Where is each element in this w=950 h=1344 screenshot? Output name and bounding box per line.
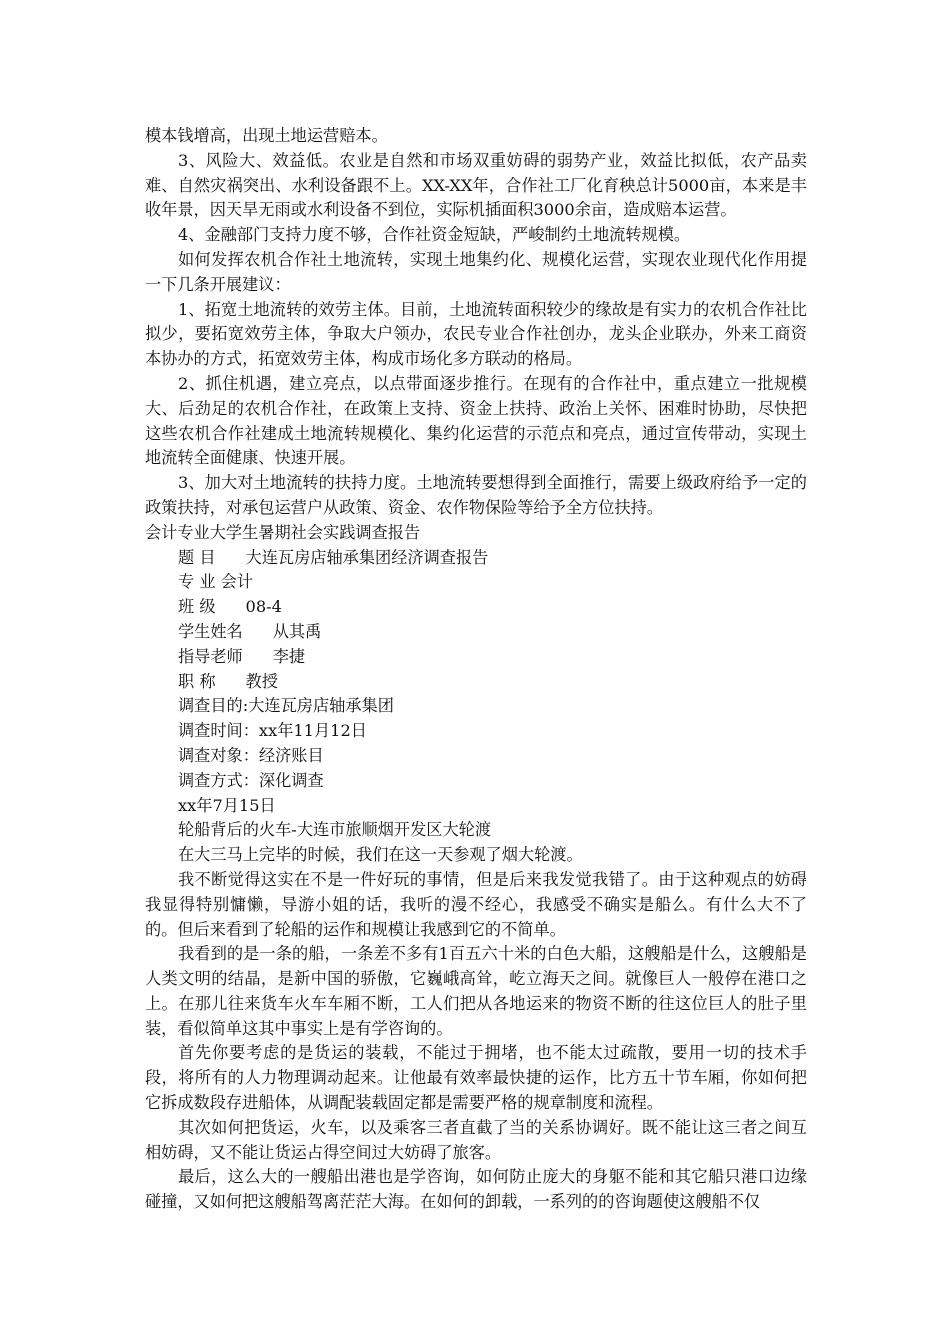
paragraph: 1、拓宽土地流转的效劳主体。目前，土地流转面积较少的缘故是有实力的农机合作社比拟少，要拓宽效劳主体，争取大户领办，农民专业合作社创办，龙头企业联办，外来工商资本协办的方式，拓宽效劳主体，构成市场化多方联动的格局。	[145, 299, 807, 369]
field-advisor	[145, 645, 807, 670]
field-value: 大连瓦房店轴承集团经济调查报告	[245, 547, 489, 567]
info-line: 轮船背后的火车-大连市旅顺烟开发区大轮渡	[178, 820, 492, 840]
info-line: xx年7月15日	[178, 795, 276, 815]
paragraph: 如何发挥农机合作社土地流转，实现土地集约化、规模化运营，实现农业现代化作用提一下几条开展建议：	[145, 249, 807, 294]
info-line: 在大三马上完毕的时候，我们在这一天参观了烟大轮渡。	[178, 845, 583, 865]
field-major	[145, 570, 807, 595]
field-value: 李捷	[272, 646, 306, 666]
field-class	[145, 595, 807, 620]
field-label: 学生姓名	[178, 621, 243, 641]
report-title: 会计专业大学生暑期社会实践调查报告	[145, 522, 421, 542]
field-value: 08-4	[245, 597, 282, 617]
field-label: 题 目	[178, 547, 216, 567]
paragraph: 2、抓住机遇，建立亮点，以点带面逐步推行。在现有的合作社中，重点建立一批规模大、后劲足的农机合作社，在政策上支持、资金上扶持、政治上关怀、困难时协助，尽快把这些农机合作社建成土地流转规模化、集约化运营的示范点和亮点，通过宣传带动，实现土地流转全面健康、快速开展。	[145, 373, 807, 468]
field-label: 指导老师	[178, 646, 243, 666]
field-label: 专 业 会计	[178, 572, 254, 592]
field-student-name	[145, 620, 807, 645]
paragraph: 3、风险大、效益低。农业是自然和市场双重妨碍的弱势产业，效益比拟低，农产品卖难、自然灾祸突出、水利设备跟不上。XX-XX年，合作社工厂化育秧总计5000亩，本来是丰收年景，因天旱无雨或水利设备不到位，实际机插面积3000余亩，造成赔本运营。	[145, 150, 807, 220]
paragraph: 模本钱增高，出现土地运营赔本。	[145, 126, 388, 145]
field-label: 班 级	[178, 597, 216, 617]
paragraph: 4、金融部门支持力度不够，合作社资金短缺，严峻制约土地流转规模。	[178, 225, 691, 245]
info-line: 调查时间：xx年11月12日	[178, 721, 367, 741]
info-line: 调查方式：深化调查	[178, 770, 324, 790]
info-line: 调查对象：经济账目	[178, 745, 324, 765]
paragraph: 其次如何把货运，火车，以及乘客三者直截了当的关系协调好。既不能让这三者之间互相妨碍，又不能让货运占得空间过大妨碍了旅客。	[145, 1117, 807, 1162]
paragraph: 3、加大对土地流转的扶持力度。土地流转要想得到全面推行，需要上级政府给予一定的政策扶持，对承包运营户从政策、资金、农作物保险等给予全方位扶持。	[145, 473, 807, 517]
paragraph: 我看到的是一条的船，一条差不多有1百五六十米的白色大船，这艘船是什么，这艘船是人类文明的结晶，是新中国的骄傲，它巍峨高耸，屹立海天之间。就像巨人一般停在港口之上。在那儿往来货车火车车厢不断，工人们把从各地运来的物资不断的往这位巨人的肚子里装，看似简单这其中事实上是有学咨询的。	[145, 944, 807, 1038]
paragraph: 首先你要考虑的是货运的装载，不能过于拥堵，也不能太过疏散，要用一切的技术手段，将所有的人力物理调动起来。让他最有效率最快捷的运作，比方五十节车厢，你如何把它拆成数段存进船体，从调配装载固定都是需要严格的规章制度和流程。	[145, 1043, 807, 1113]
field-title	[145, 546, 807, 571]
field-value: 从其禹	[272, 621, 322, 641]
info-line: 调查目的:大连瓦房店轴承集团	[178, 696, 394, 716]
paragraph: 我不断觉得这实在不是一件好玩的事情，但是后来我发觉我错了。由于这种观点的妨碍我显得特别慵懒，导游小姐的话，我听的漫不经心，我感受不确实是船么。有什么大不了的。但后来看到了轮船的运作和规模让我感到它的不简单。	[145, 869, 807, 939]
paragraph: 最后，这么大的一艘船出港也是学咨询，如何防止庞大的身躯不能和其它船只港口边缘碰撞，又如何把这艘船驾离茫茫大海。在如何的卸载，一系列的的咨询题使这艘船不仅	[145, 1167, 807, 1212]
document-body	[145, 124, 807, 1215]
field-job-title	[145, 670, 807, 695]
field-value: 教授	[245, 671, 278, 691]
field-label: 职 称	[178, 671, 216, 691]
